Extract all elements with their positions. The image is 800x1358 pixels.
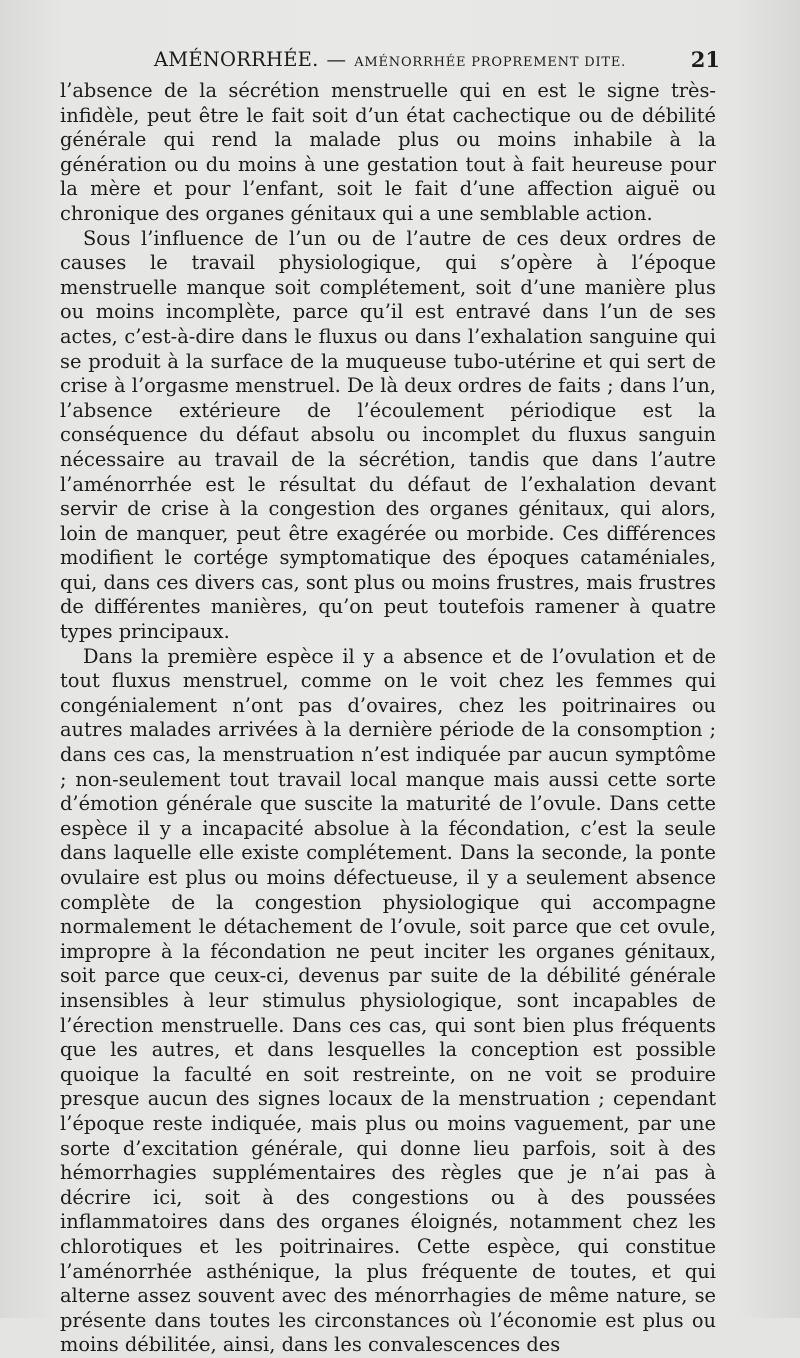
body-text: [60, 79, 716, 1358]
running-title: [60, 46, 720, 77]
paragraph-continuation: l’absence de la sécrétion menstruelle qui en est le signe très-infidèle, peut être le fait soit d’un état cachectique ou de débilité générale qui rend la malade plus ou moins inhabile à la génération ou du moins à une gestation tout à fait heureuse pour la mère et pour l’enfant, soit le fait d’une affection aiguë ou chronique des organes génitaux qui a une semblable action.: [60, 79, 716, 225]
running-title-separator: —: [326, 48, 347, 71]
paragraph-causes: Sous l’influence de l’un ou de l’autre de ces deux ordres de causes le travail physiologique, qui s’opère à l’époque menstruelle manque soit complétement, soit d’une manière plus ou moins incomplète, parce qu’il est entravé dans l’un de ses actes, c’est-à-dire dans le fluxus ou dans l’exhalation sanguine qui se produit à la surface de la muqueuse tubo-utérine et qui sert de crise à l’orgasme menstruel. De là deux ordres de faits ; dans l’un, l’absence extérieure de l’écoulement périodique est la conséquence du défaut absolu ou incomplet du fluxus sanguin nécessaire au travail de la sécrétion, tandis que dans l’autre l’aménorrhée est le résultat du défaut de l’exhalation devant servir de crise à la congestion des organes génitaux, qui alors, loin de manquer, peut être exagérée ou morbide. Ces différences modifient le cortége symptomatique des époques cataméniales, qui, dans ces divers cas, sont plus ou moins frustres, mais frustres de différentes manières, qu’on peut toutefois ramener à quatre types principaux.: [60, 226, 716, 644]
paragraph-first-species: Dans la première espèce il y a absence et de l’ovulation et de tout fluxus menstruel, comme on le voit chez les femmes qui congénialement n’ont pas d’ovaires, chez les poitrinaires ou autres malades arrivées à la dernière période de la consomption ; dans ces cas, la menstruation n’est indiquée par aucun symptôme ; non-seulement tout travail local manque mais aussi cette sorte d’émotion générale que suscite la maturité de l’ovule. Dans cette espèce il y a incapacité absolue à la fécondation, c’est la seule dans laquelle elle existe complétement. Dans la seconde, la ponte ovulaire est plus ou moins défectueuse, il y a seulement absence complète de la congestion physiologique qui accompagne normalement le détachement de l’ovule, soit parce que cet ovule, impropre à la fécondation ne peut inciter les organes génitaux, soit parce que ceux-ci, devenus par suite de la débilité générale insensibles à leur stimulus physiologique, sont incapables de l’érection menstruelle. Dans ces cas, qui sont bien plus fréquents que les autres, et dans lesquelles la conception est possible quoique la faculté en soit restreinte, on ne voit se produire presque aucun des signes locaux de la menstruation ; cependant l’époque reste indiquée, mais plus ou moins vaguement, par une sorte d’excitation générale, qui donne lieu parfois, soit à des hémorrhagies supplémentaires des règles que je n’ai pas à décrire ici, soit à des congestions ou à des poussées inflammatoires dans des organes éloignés, notamment chez les chlorotiques et les poitrinaires. Cette espèce, qui constitue l’aménorrhée asthénique, la plus fréquente de toutes, et qui alterne assez souvent avec des ménorrhagies de même nature, se présente dans toutes les circonstances où l’économie est plus ou moins débilitée, ainsi, dans les convalescences des: [60, 644, 716, 1357]
page-header: [60, 46, 720, 74]
page-number: 21: [690, 47, 720, 72]
running-title-sub: AMÉNORRHÉE PROPREMENT DITE.: [354, 55, 627, 70]
running-title-main: AMÉNORRHÉE.: [153, 48, 319, 71]
